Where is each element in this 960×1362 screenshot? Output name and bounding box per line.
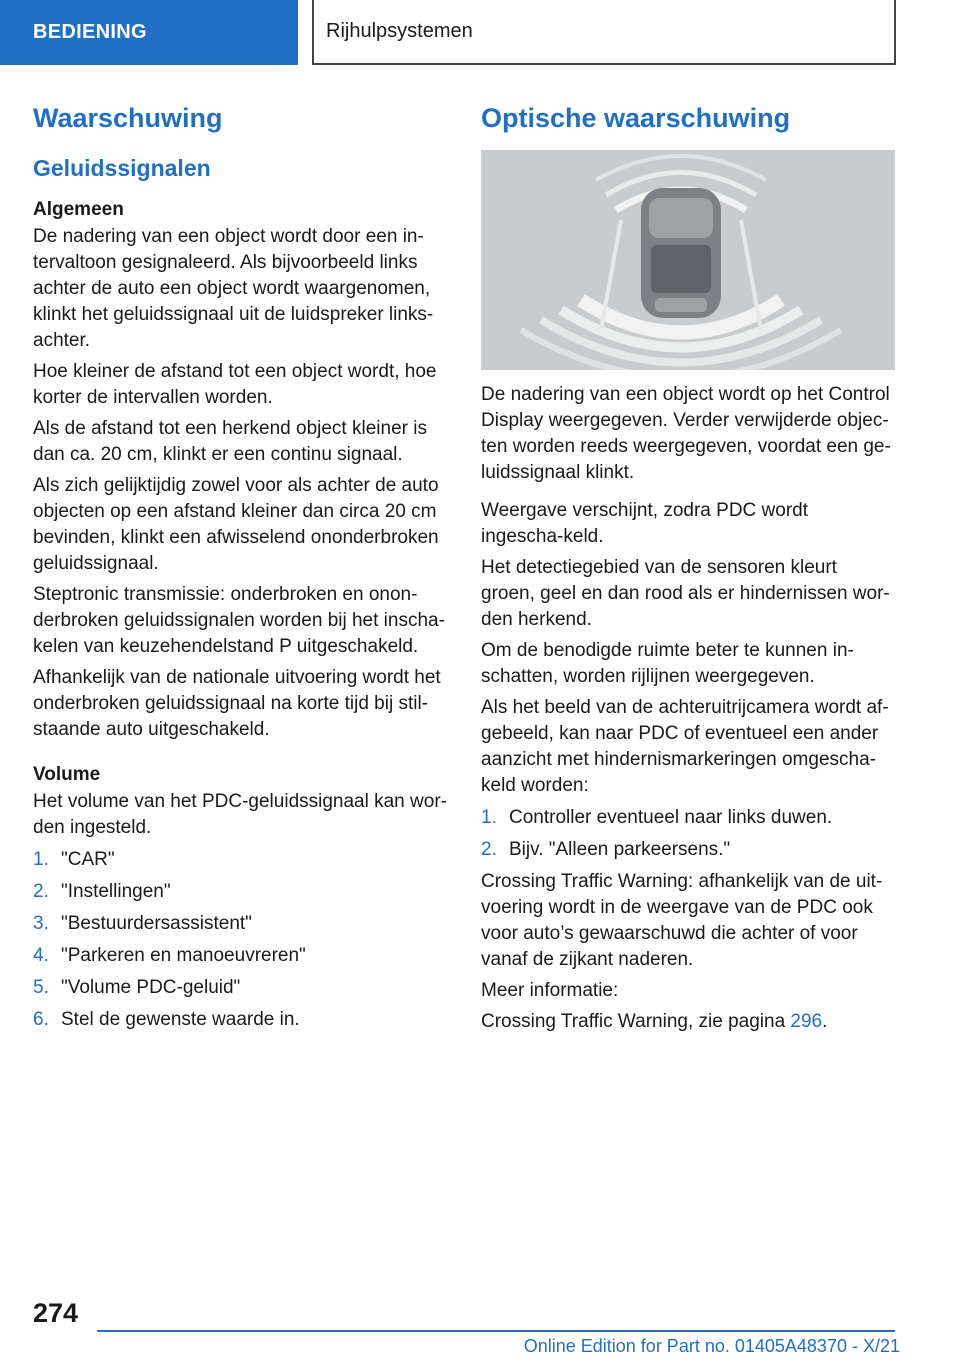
heading-optical-warning: Optische waarschuwing [481, 103, 791, 133]
list-item: 4. "Parkeren en manoeuvreren" [33, 945, 306, 966]
page-number: 274 [33, 1298, 79, 1328]
paragraph: Als de afstand tot een herkend object kleiner is dan ca. 20 cm, klinkt er een continu signaal. [33, 418, 427, 465]
list-item: 3. "Bestuurdersassistent" [33, 913, 252, 934]
heading-sound-signals: Geluidssignalen [33, 155, 211, 181]
display-steps-list [481, 805, 895, 863]
paragraph: Als zich gelijktijdig zowel voor als achter de auto objecten op een afstand kleiner dan circa 20 cm bevinden, klinkt een afwisselend ononderbroken geluidssignaal. [33, 475, 439, 574]
paragraph: Het detectiegebied van de sensoren kleurt groen, geel en dan rood als er hindernissen wor-den herkend. [481, 557, 890, 630]
paragraph: De nadering van een object wordt door een in-tervaltoon gesignaleerd. Als bijvoorbeeld links achter de auto een object wordt waargenomen, klinkt het geluidssignaal uit de luidspreker links-achter. [33, 226, 434, 351]
paragraph: Hoe kleiner de afstand tot een object wordt, hoe korter de intervallen worden. [33, 361, 437, 408]
page-link-296[interactable]: 296 [790, 1011, 823, 1032]
list-item: 1. Controller eventueel naar links duwen. [481, 807, 833, 828]
list-item: 2. Bijv. "Alleen parkeersens." [481, 839, 731, 860]
pdc-display-illustration [481, 150, 895, 370]
cross-reference: Crossing Traffic Warning, zie pagina 296. [481, 1011, 828, 1032]
chapter-title: Rijhulpsystemen [312, 0, 896, 65]
heading-warning: Waarschuwing [33, 103, 223, 133]
list-item: 1. "CAR" [33, 849, 115, 870]
list-item: 2. "Instellingen" [33, 881, 171, 902]
left-column [33, 96, 447, 1039]
volume-steps-list [33, 847, 447, 1033]
footer-divider [97, 1330, 895, 1332]
paragraph: Als het beeld van de achteruitrijcamera wordt af-gebeeld, kan naar PDC of eventueel een ander aanzicht met hindernismarkeringen omgescha-keld worden: [481, 697, 889, 796]
paragraph: Steptronic transmissie: onderbroken en onon-derbroken geluidssignalen worden bij het inscha-kelen van keuzehendelstand P uitgeschakeld. [33, 584, 445, 657]
heading-volume: Volume [33, 764, 101, 785]
edition-note: Online Edition for Part no. 01405A48370 - X/21 [523, 1336, 900, 1356]
paragraph: Om de benodigde ruimte beter te kunnen in-schatten, worden rijlijnen weergegeven. [481, 640, 854, 687]
list-item: 6. Stel de gewenste waarde in. [33, 1009, 300, 1030]
paragraph: Weergave verschijnt, zodra PDC wordt ingescha-keld. [481, 500, 808, 547]
section-tab: BEDIENING [0, 0, 298, 65]
right-column [481, 96, 895, 1040]
list-item: 5. "Volume PDC-geluid" [33, 977, 241, 998]
paragraph: Crossing Traffic Warning: afhankelijk van de uit-voering wordt in de weergave van de PDC ook voor auto’s gewaarschuwd die achter of voor vanaf de zijkant naderen. [481, 871, 883, 970]
paragraph: De nadering van een object wordt op het Control Display weergegeven. Verder verwijderde objec-ten worden reeds weergegeven, voordat een ge-luidssignaal klinkt. [481, 384, 891, 483]
paragraph: Afhankelijk van de nationale uitvoering wordt het onderbroken geluidssignaal na korte tijd bij stil-staande auto uitgeschakeld. [33, 667, 441, 740]
heading-general: Algemeen [33, 199, 124, 220]
paragraph: Meer informatie: [481, 980, 619, 1001]
paragraph: Het volume van het PDC-geluidssignaal kan wor-den ingesteld. [33, 791, 447, 838]
